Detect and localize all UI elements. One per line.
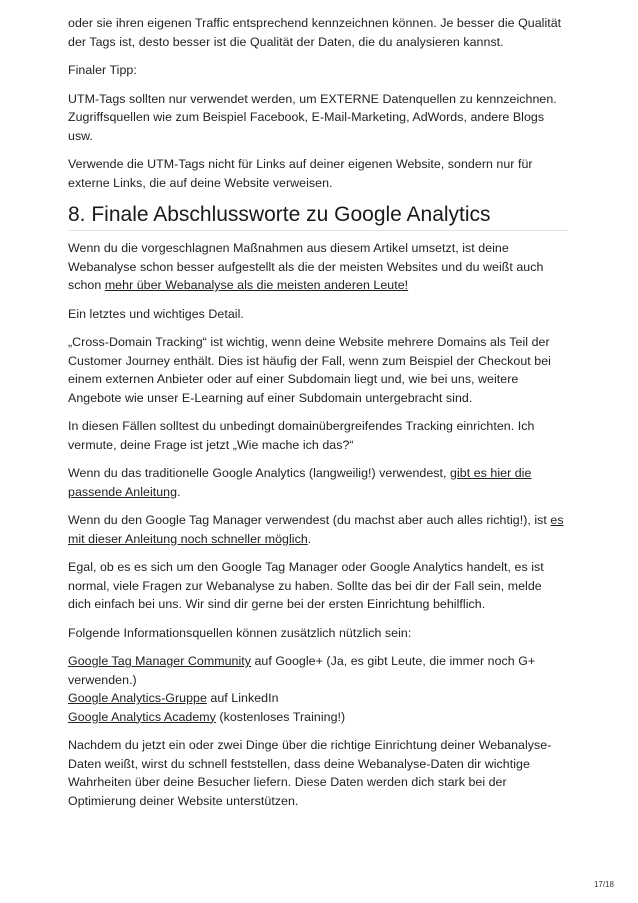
- paragraph-utm-external: UTM-Tags sollten nur verwendet werden, um EXTERNE Datenquellen zu kennzeichnen. Zugriffsquellen wie zum Beispiel Facebook, E-Mail-Marketing, AdWords, andere Blogs usw.: [68, 91, 557, 143]
- page-number: 17/18: [593, 880, 614, 889]
- paragraph-closing: Nachdem du jetzt ein oder zwei Dinge über die richtige Einrichtung deiner Webanalyse-Daten weißt, wirst du schnell feststellen, dass deine Webanalyse-Daten dir wichtige Wahrheiten über deine Besucher liefern. Diese Daten werden dich stark bei der Optimierung deiner Website unterstützen.: [68, 738, 552, 808]
- document-page: [68, 14, 568, 820]
- paragraph-utm-internal: Verwende die UTM-Tags nicht für Links auf deiner eigenen Website, sondern nur für externe Links, die auf deine Website verweisen.: [68, 157, 533, 190]
- paragraph-detail: Ein letztes und wichtiges Detail.: [68, 306, 244, 321]
- paragraph-final-tip-label: Finaler Tipp:: [68, 63, 137, 77]
- gtm-end: .: [307, 531, 312, 546]
- paragraph-gtm: [68, 511, 568, 548]
- intro-text: Wenn du die vorgeschlagnen Maßnahmen aus diesem Artikel umsetzt, ist deine Webanalyse schon besser aufgestellt als die der meisten Websites und du weißt auch schon: [68, 241, 544, 292]
- link-ga-academy[interactable]: Google Analytics Academy: [68, 709, 216, 724]
- paragraph-ga: [68, 464, 568, 501]
- link-webanalyse-knowledge[interactable]: mehr über Webanalyse als die meisten anderen Leute!: [104, 278, 409, 292]
- link-ga-guide[interactable]: gibt es hier die passende Anleitung: [68, 466, 532, 499]
- gtm-text: Wenn du den Google Tag Manager verwendest (du machst aber auch alles richtig!), ist: [68, 513, 551, 527]
- link-ga-group[interactable]: Google Analytics-Gruppe: [68, 691, 207, 705]
- link-gtm-guide[interactable]: es mit dieser Anleitung noch schneller möglich: [68, 513, 564, 546]
- paragraph-help: Egal, ob es es sich um den Google Tag Manager oder Google Analytics handelt, es ist normal, viele Fragen zur Webanalyse zu haben. Sollte das bei dir der Fall sein, melde dich einfach bei uns. Wir sind dir gerne bei der ersten Einrichtung behilflich.: [68, 560, 544, 611]
- paragraph-intro: [68, 239, 568, 295]
- source-text-ga-academy: (kostenloses Training!): [215, 709, 346, 724]
- section-heading: 8. Finale Abschlussworte zu Google Analytics: [68, 202, 568, 231]
- paragraph-tag-quality: oder sie ihren eigenen Traffic entsprechend kennzeichnen können. Je besser die Qualität der Tags ist, desto besser ist die Qualität der Daten, die du analysieren kannst.: [68, 16, 562, 49]
- paragraph-sources-intro: Folgende Informationsquellen können zusätzlich nützlich sein:: [68, 625, 412, 640]
- paragraph-recommend: In diesen Fällen solltest du unbedingt domainübergreifendes Tracking einrichten. Ich vermute, deine Frage ist jetzt „Wie mache ich das?“: [68, 419, 535, 452]
- sources-list: [68, 652, 568, 726]
- ga-text: Wenn du das traditionelle Google Analytics (langweilig!) verwendest,: [68, 466, 451, 480]
- source-text-gtm-community: auf Google+ (Ja, es gibt Leute, die immer noch G+ verwenden.): [68, 654, 536, 687]
- ga-end: .: [177, 484, 181, 499]
- link-gtm-community[interactable]: Google Tag Manager Community: [68, 654, 251, 668]
- paragraph-cross-domain: „Cross-Domain Tracking“ ist wichtig, wenn deine Website mehrere Domains als Teil der Customer Journey enthält. Dies ist häufig der Fall, wenn zum Beispiel der Checkout bei einem externen Anbieter oder auf einer Subdomain liegt und, wie bei uns, weitere Angebote wie unser E-Learning auf einer Subdomain untergebracht sind.: [68, 335, 551, 405]
- source-text-ga-group: auf LinkedIn: [206, 691, 279, 705]
